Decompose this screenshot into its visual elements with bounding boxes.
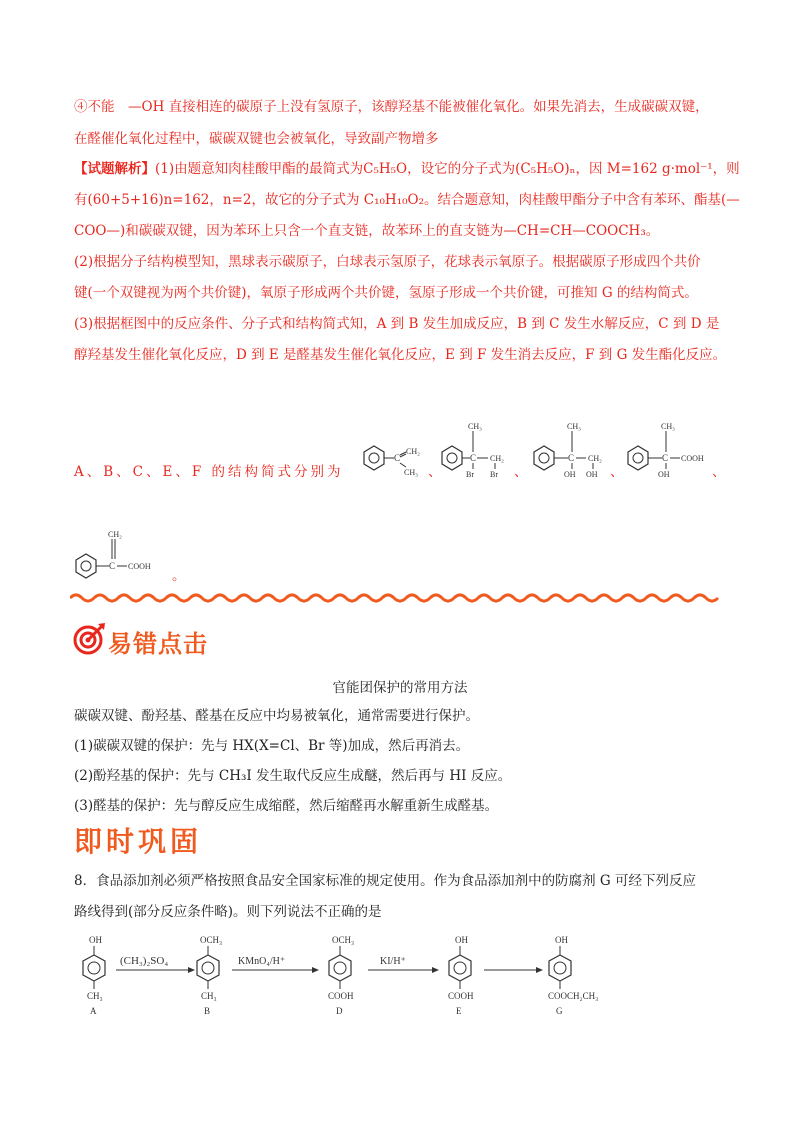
scheme-a-oh: OH [89,935,102,945]
answer-line-2: 在醛催化氧化过程中，碳碳双键也会被氧化，导致副产物增多 [74,131,439,147]
structure-e [624,420,718,480]
structure-e-ch3: CH₃ [661,422,675,431]
structure-c-ch3: CH₃ [567,422,581,431]
structure-c [530,420,612,480]
analysis-label: 【试题解析】 [74,161,155,177]
sep-2: 、 [514,464,528,480]
analysis-p1-line-3: COO—)和碳碳双键，因为苯环上只含一个直支链，故苯环上的直支链为—CH=CH—COOCH₃。 [74,223,660,239]
analysis-p3-line-1: (3)根据框图中的反应条件、分子式和结构简式知，A 到 B 发生加成反应，B 到 C 发生水解反应，C 到 D 是 [74,316,720,332]
mistakes-intro: 碳碳双键、酚羟基、醛基在反应中均易被氧化，通常需要进行保护。 [74,708,479,724]
sep-1: 、 [428,464,442,480]
scheme-label-a: A [90,1006,97,1016]
structure-b-br2: Br [490,470,498,479]
scheme-label-g: G [556,1006,563,1016]
structure-e-c: C [662,453,669,463]
structure-c-oh1: OH [564,470,576,479]
scheme-a-ch3: CH₃ [87,991,103,1001]
structure-c-oh2: OH [586,470,598,479]
analysis-p1-line-1 [74,159,740,179]
structure-f-c: C [109,561,116,571]
scheme-reagent-2: KMnO₄/H⁺ [238,956,286,967]
analysis-p1-text: (1)由题意知肉桂酸甲酯的最简式为C₅H₅O，设它的分子式为(C₅H₅O)ₙ，因 M=162 g·mol⁻¹，则 [155,161,740,177]
scheme-b-ch3: CH₃ [201,991,217,1001]
structure-e-cooh: COOH [681,454,704,463]
structure-b-c: C [470,453,477,463]
structure-f-ch2: CH₂ [108,530,122,539]
structure-a [354,440,426,480]
structure-e-oh: OH [658,470,670,479]
analysis-p2-line-1: (2)根据分子结构模型知，黑球表示碳原子，白球表示氢原子，花球表示氧原子。根据碳原子形成四个共价 [74,254,701,270]
structure-a-c: C [394,453,401,463]
structures-intro: A、B、C、E、F 的结构简式分别为 [74,464,344,480]
structure-c-c: C [568,453,575,463]
target-icon [72,622,106,656]
analysis-p3-line-2: 醇羟基发生催化氧化反应，D 到 E 是醛基发生催化氧化反应，E 到 F 发生消去反应，F 到 G 发生酯化反应。 [74,347,727,363]
scheme-label-d: D [336,1006,343,1016]
sep-4: 、 [712,464,726,480]
scheme-g-cooet: COOCH₂CH₃ [548,991,599,1001]
structure-c-ch2: CH₂ [588,454,602,463]
scheme-reagent-3: KI/H⁺ [380,956,406,967]
sep-3: 、 [610,464,624,480]
reaction-scheme [70,930,730,1030]
mistakes-header: 易错点击 [108,630,208,658]
scheme-d-och3: OCH₃ [332,935,355,945]
mistakes-item-3: (3)醛基的保护：先与醇反应生成缩醛，然后缩醛再水解重新生成醛基。 [74,798,499,814]
scheme-label-e: E [456,1006,462,1016]
analysis-p1-line-2: 有(60+5+16)n=162，n=2，故它的分子式为 C₁₀H₁₀O₂。结合题意知，肉桂酸甲酯分子中含有苯环、酯基(— [74,192,740,208]
scheme-label-b: B [204,1006,211,1016]
structure-a-ch3: CH₃ [404,468,418,477]
structure-f [72,528,172,580]
mistakes-item-1: (1)碳碳双键的保护：先与 HX(X=Cl、Br 等)加成，然后再消去。 [74,738,470,754]
scheme-d-cooh: COOH [328,991,354,1001]
structure-f-cooh: COOH [128,562,151,571]
question-line-1: 8．食品添加剂必须严格按照食品安全国家标准的规定使用。作为食品添加剂中的防腐剂 G 可经下列反应 [74,873,696,889]
mistakes-title: 官能团保护的常用方法 [332,680,468,696]
wavy-divider [70,592,720,604]
scheme-reagent-1: (CH₃)₂SO₄ [120,955,169,967]
structure-b-br1: Br [466,470,474,479]
analysis-p2-line-2: 键(一个双键视为两个共价键)，氧原子形成两个共价键，氢原子形成一个共价键，可推知 G 的结构简式。 [74,285,698,301]
scheme-b-och3: OCH₃ [200,935,223,945]
scheme-e-oh: OH [455,935,468,945]
answer-line-1: ④不能 —OH 直接相连的碳原子上没有氢原子，该醇羟基不能被催化氧化。如果先消去，生成碳碳双键， [74,99,709,115]
structure-b [438,420,516,480]
scheme-g-oh: OH [555,935,568,945]
structure-b-ch3: CH₃ [468,422,482,431]
mistakes-item-2: (2)酚羟基的保护：先与 CH₃I 发生取代反应生成醚，然后再与 HI 反应。 [74,768,512,784]
end-mark: 。 [172,568,186,584]
question-line-2: 路线得到(部分反应条件略)。则下列说法不正确的是 [74,904,382,920]
structure-b-ch2: CH₂ [490,454,504,463]
scheme-e-cooh: COOH [448,991,474,1001]
consolidate-header: 即时巩固 [74,825,203,858]
structure-a-ch2: CH₂ [406,447,420,456]
